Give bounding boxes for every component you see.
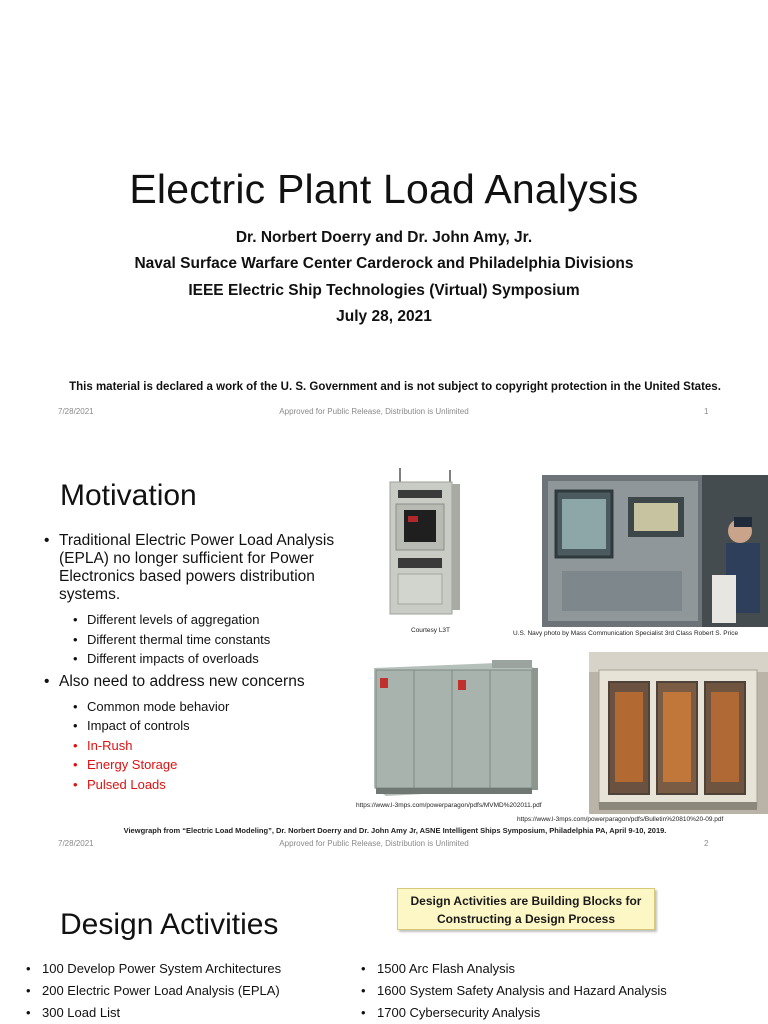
sailor-panel-photo: [542, 475, 768, 627]
slide-title: [0, 0, 768, 432]
slide-motivation: [0, 432, 768, 864]
activities-left-list: [26, 958, 281, 1024]
slide-footer: [0, 407, 768, 421]
switchboard-cabinets-photo: [372, 650, 540, 800]
sub-bullet-highlight: • In-Rush: [44, 736, 364, 756]
transformer-photo: [589, 652, 768, 814]
bullet-epla: • Traditional Electric Power Load Analysis (EPLA) no longer sufficient for Power Electronics based powers distribution systems.: [44, 532, 364, 604]
sub-bullet: • Impact of controls: [44, 716, 364, 736]
sub-bullet: • Different impacts of overloads: [44, 649, 364, 669]
footer-date: 7/28/2021: [58, 839, 94, 848]
callout-line: Constructing a Design Process: [436, 912, 616, 926]
callout-line: Design Activities are Building Blocks for: [410, 894, 642, 908]
motivation-title: Motivation: [60, 479, 197, 512]
affiliation: Naval Surface Warfare Center Carderock and Philadelphia Divisions: [134, 255, 634, 272]
slide-footer: [0, 839, 768, 853]
sub-bullet-highlight: • Pulsed Loads: [44, 775, 364, 795]
list-item: • 1500 Arc Flash Analysis: [361, 958, 667, 980]
power-cabinet-photo: [386, 468, 462, 620]
footer-date: 7/28/2021: [58, 407, 94, 416]
footer-release: Approved for Public Release, Distribution is Unlimited: [279, 839, 469, 848]
motivation-bullets: [44, 532, 364, 794]
slide-title-heading: Electric Plant Load Analysis: [129, 166, 639, 212]
callout-note: [397, 888, 655, 930]
footer-release: Approved for Public Release, Distribution is Unlimited: [279, 407, 469, 416]
slide-design-activities: [0, 864, 768, 1024]
date: July 28, 2021: [336, 308, 432, 325]
sub-bullet-highlight: • Energy Storage: [44, 755, 364, 775]
sub-bullet: • Common mode behavior: [44, 697, 364, 717]
caption-transformer: https://www.l-3mps.com/powerparagon/pdfs/Bulletin%20810%20-09.pdf: [517, 816, 724, 823]
design-activities-title: Design Activities: [60, 908, 279, 941]
footer-page-number: 2: [704, 839, 709, 848]
copyright-notice: This material is declared a work of the U. S. Government and is not subject to copyright protection in the United States.: [69, 381, 721, 393]
list-item: • 1700 Cybersecurity Analysis: [361, 1002, 667, 1024]
viewgraph-credit: Viewgraph from “Electric Load Modeling”, Dr. Norbert Doerry and Dr. John Amy Jr, ASNE Intelligent Ships Symposium, Philadelphia PA, April 9-10, 2019.: [123, 826, 667, 835]
list-item: • 300 Load List: [26, 1002, 281, 1024]
sub-bullet: • Different levels of aggregation: [44, 610, 364, 630]
authors: Dr. Norbert Doerry and Dr. John Amy, Jr.: [235, 229, 533, 246]
conference: IEEE Electric Ship Technologies (Virtual) Symposium: [188, 282, 580, 299]
list-item: • 1600 System Safety Analysis and Hazard Analysis: [361, 980, 667, 1002]
caption-cabinet: Courtesy L3T: [411, 627, 451, 634]
sub-bullet: • Different thermal time constants: [44, 630, 364, 650]
list-item: • 100 Develop Power System Architectures: [26, 958, 281, 980]
caption-sailor: U.S. Navy photo by Mass Communication Specialist 3rd Class Robert S. Price: [513, 630, 739, 637]
activities-right-list: [361, 958, 667, 1024]
caption-cabinets: https://www.l-3mps.com/powerparagon/pdfs/MVMD%202011.pdf: [356, 802, 542, 809]
footer-page-number: 1: [704, 407, 709, 416]
list-item: • 200 Electric Power Load Analysis (EPLA): [26, 980, 281, 1002]
bullet-new-concerns: • Also need to address new concerns: [44, 673, 364, 691]
